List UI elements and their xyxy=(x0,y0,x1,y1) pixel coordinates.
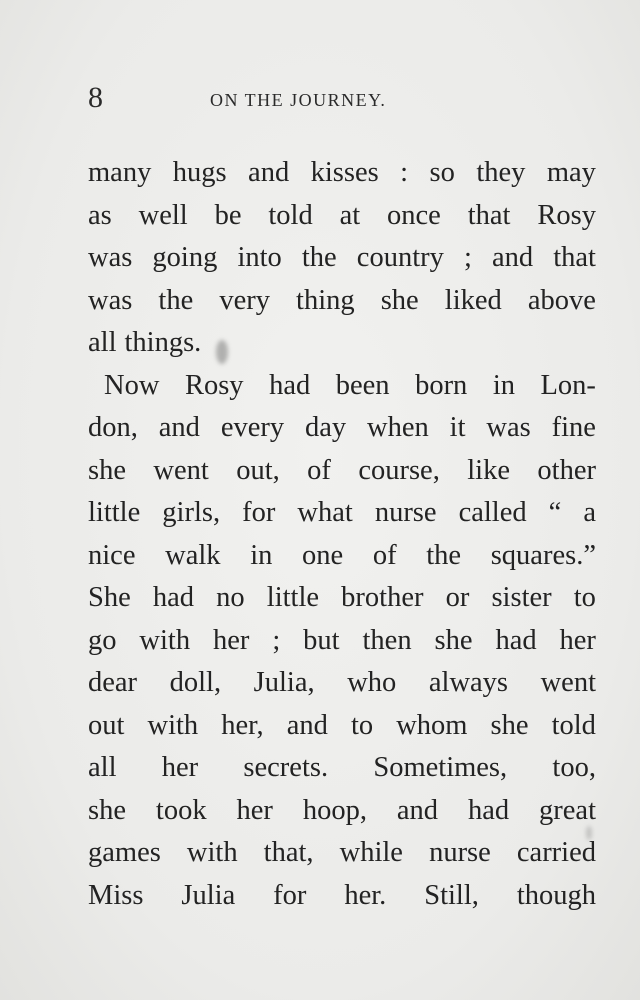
word: thing xyxy=(296,284,355,316)
text-line xyxy=(88,620,596,663)
word: told xyxy=(268,199,313,231)
text-line xyxy=(88,535,596,578)
word: Sometimes, xyxy=(373,752,508,783)
word: she xyxy=(490,709,529,741)
word: Rosy xyxy=(537,199,596,231)
word: all xyxy=(88,752,117,783)
word: above xyxy=(527,284,596,316)
word: may xyxy=(546,157,596,188)
text-line xyxy=(88,492,596,535)
word: what xyxy=(297,497,353,528)
word: had xyxy=(269,369,311,401)
word: she xyxy=(434,624,473,656)
page-header xyxy=(88,78,598,118)
word: always xyxy=(428,667,509,698)
word: sister xyxy=(491,582,552,613)
word: little xyxy=(88,497,141,528)
page-number: 8 xyxy=(88,81,103,114)
word: in xyxy=(250,539,273,571)
word: fine xyxy=(551,412,596,443)
text-line xyxy=(88,280,596,323)
body-text xyxy=(88,152,596,917)
word: squares.” xyxy=(490,539,596,571)
word: that, xyxy=(263,837,314,868)
word: the xyxy=(426,539,462,571)
word: a xyxy=(583,497,596,528)
word: going xyxy=(152,242,218,273)
text-line xyxy=(88,790,596,833)
word: or xyxy=(445,582,470,613)
word: her. xyxy=(344,879,387,911)
word: once xyxy=(387,199,441,231)
word: of xyxy=(307,454,331,486)
word: liked xyxy=(444,284,502,316)
word: too, xyxy=(552,752,596,783)
word: don, xyxy=(88,412,138,443)
text-line xyxy=(88,832,596,875)
word: so xyxy=(429,157,455,188)
word: who xyxy=(347,667,397,698)
word: into xyxy=(237,242,282,273)
text-line xyxy=(88,365,596,408)
text-line xyxy=(88,407,596,450)
word: nurse xyxy=(374,497,437,528)
word: and xyxy=(491,242,534,273)
word: that xyxy=(553,242,596,273)
word: in xyxy=(492,369,515,401)
word: while xyxy=(339,837,403,868)
word: carried xyxy=(516,837,596,868)
word: had xyxy=(152,582,195,613)
word: went xyxy=(153,454,209,486)
word: her xyxy=(559,624,596,656)
word: her xyxy=(236,794,273,826)
word: no xyxy=(216,582,245,613)
word: Lon- xyxy=(540,369,596,401)
word: “ xyxy=(548,497,562,528)
word: out, xyxy=(236,454,280,486)
word: born xyxy=(415,369,468,401)
ink-smudge xyxy=(216,340,228,364)
word: and xyxy=(248,157,290,188)
word: of xyxy=(372,539,397,571)
word: : xyxy=(400,157,409,188)
word: with xyxy=(186,837,238,868)
word: took xyxy=(155,794,207,826)
text-line xyxy=(88,662,596,705)
ink-smudge xyxy=(586,826,592,840)
word: the xyxy=(158,284,194,316)
word: very xyxy=(219,284,270,316)
word: had xyxy=(495,624,537,656)
word: though xyxy=(516,879,596,911)
word: she xyxy=(380,284,419,316)
word: she xyxy=(88,454,126,486)
word: Julia xyxy=(181,879,236,911)
word: secrets. xyxy=(243,752,329,783)
word: walk xyxy=(165,539,221,571)
word: nice xyxy=(88,539,136,571)
word: Julia, xyxy=(253,667,315,698)
word: they xyxy=(476,157,526,188)
word: Rosy xyxy=(184,369,244,401)
text-line xyxy=(88,450,596,493)
word: when xyxy=(367,412,429,443)
word: like xyxy=(467,454,510,486)
word: doll, xyxy=(169,667,222,698)
word: then xyxy=(362,624,412,656)
word: brother xyxy=(341,582,424,613)
word: ; xyxy=(463,242,472,273)
word: out xyxy=(88,709,125,741)
word: other xyxy=(537,454,596,486)
word: great xyxy=(539,794,596,826)
word: Now xyxy=(104,369,160,401)
word: many xyxy=(88,157,152,188)
word: the xyxy=(301,242,337,273)
word: as xyxy=(88,199,112,231)
word: called xyxy=(458,497,527,528)
word: and xyxy=(286,709,328,741)
word: nurse xyxy=(429,837,491,868)
word: things. xyxy=(124,327,202,358)
word: little xyxy=(266,582,320,613)
word: country xyxy=(356,242,444,273)
word: Miss xyxy=(88,879,144,911)
word: was xyxy=(486,412,531,443)
word: girls, xyxy=(162,497,221,528)
text-line xyxy=(88,152,596,195)
word: whom xyxy=(396,709,468,741)
word: at xyxy=(339,199,361,231)
text-line xyxy=(88,577,596,620)
word: her xyxy=(161,752,199,783)
word: to xyxy=(573,582,596,613)
word: been xyxy=(335,369,390,401)
word: was xyxy=(88,284,133,316)
word: ; xyxy=(272,624,281,656)
text-line xyxy=(88,747,596,790)
word: for xyxy=(242,497,276,528)
word: with xyxy=(139,624,191,656)
word: well xyxy=(138,199,188,231)
text-line xyxy=(88,875,596,918)
text-line xyxy=(88,322,596,365)
text-line xyxy=(88,705,596,748)
word: and xyxy=(158,412,200,443)
text-line xyxy=(88,195,596,238)
word: for xyxy=(273,879,307,911)
word: go xyxy=(88,624,117,656)
word: every xyxy=(220,412,285,443)
word: with xyxy=(147,709,199,741)
text-line xyxy=(88,237,596,280)
word: had xyxy=(467,794,510,826)
word: hoop, xyxy=(302,794,367,826)
word: her, xyxy=(221,709,264,741)
word: was xyxy=(88,242,133,273)
word: all xyxy=(88,327,117,358)
word: her xyxy=(213,624,250,656)
word: went xyxy=(540,667,596,698)
running-title: ON THE JOURNEY. xyxy=(210,90,387,110)
word: one xyxy=(302,539,344,571)
word: to xyxy=(350,709,374,741)
word: hugs xyxy=(172,157,227,188)
word: games xyxy=(88,837,161,868)
word: she xyxy=(88,794,126,826)
word: day xyxy=(305,412,347,443)
word: and xyxy=(396,794,439,826)
word: told xyxy=(551,709,596,741)
word: be xyxy=(214,199,242,231)
word: course, xyxy=(358,454,440,486)
word: it xyxy=(449,412,466,443)
word: but xyxy=(303,624,340,656)
word: dear xyxy=(88,667,138,698)
word: that xyxy=(467,199,511,231)
word: She xyxy=(88,582,131,613)
word: kisses xyxy=(310,157,379,188)
word: Still, xyxy=(424,879,479,911)
